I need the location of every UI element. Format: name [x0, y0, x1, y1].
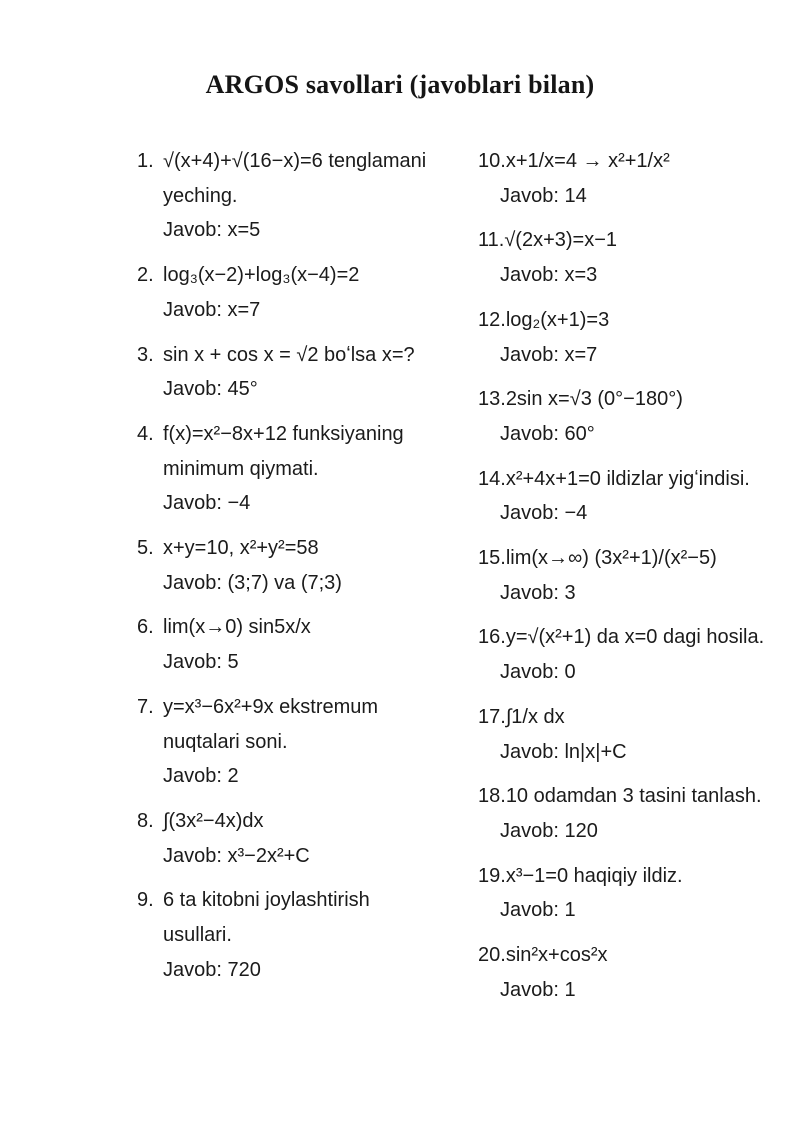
answer-line: Javob: x³−2x²+C — [163, 844, 310, 867]
question-number: 8. — [137, 809, 154, 832]
question-number: 10. — [478, 150, 506, 172]
question-number: 6. — [137, 616, 154, 639]
answer-line: Javob: 0 — [500, 661, 576, 684]
question-text: ∫1/x dx — [505, 705, 565, 728]
questions-columns — [137, 144, 780, 1017]
question-item — [478, 303, 780, 372]
question-text: x+y=10, x²+y²=58 — [163, 537, 319, 560]
question-number: 12. — [478, 308, 506, 331]
question-number: 13. — [478, 388, 506, 411]
answer-line: Javob: 5 — [163, 651, 239, 674]
question-first-line — [478, 620, 780, 655]
question-number: 4. — [137, 422, 154, 445]
question-first-line — [478, 223, 780, 258]
answer-line: Javob: −4 — [163, 492, 251, 515]
question-number: 7. — [137, 695, 154, 718]
question-first-line — [478, 541, 780, 576]
question-item — [478, 462, 780, 531]
question-first-line — [478, 303, 780, 338]
question-first-line — [478, 462, 780, 497]
question-item — [137, 531, 478, 600]
answer-line: Javob: 120 — [500, 819, 598, 842]
question-first-line — [137, 417, 478, 452]
question-first-line — [137, 338, 478, 373]
question-first-line — [478, 938, 780, 973]
question-number: 2. — [137, 264, 154, 287]
answer-line: Javob: 1 — [500, 899, 576, 922]
question-number: 15. — [478, 547, 506, 570]
answer-line: Javob: 14 — [500, 184, 587, 207]
question-first-line — [478, 859, 780, 894]
question-text: x+1/x=4 → x²+1/x² — [505, 150, 670, 172]
answer-line: Javob: ln|x|+C — [500, 740, 627, 763]
question-first-line — [478, 700, 780, 735]
question-text: sin²x+cos²x — [505, 944, 608, 967]
question-number: 1. — [137, 150, 154, 172]
question-number: 17. — [478, 705, 506, 728]
question-text: lim(x→∞) (3x²+1)/(x²−5) — [505, 547, 717, 570]
question-number: 14. — [478, 467, 506, 490]
question-first-line — [478, 144, 780, 179]
question-text: sin x + cos x = √2 boʻlsa x=? — [163, 343, 415, 366]
question-number: 5. — [137, 537, 154, 560]
question-item — [478, 144, 780, 213]
question-item — [137, 417, 478, 521]
question-item — [137, 610, 478, 679]
question-continuation-line: yeching. — [163, 184, 238, 207]
question-text: √(2x+3)=x−1 — [504, 229, 618, 252]
answer-line: Javob: 45° — [163, 378, 258, 401]
questions-column-left — [137, 144, 478, 997]
question-first-line — [478, 382, 780, 417]
question-item — [478, 223, 780, 292]
question-text: 2sin x=√3 (0°−180°) — [505, 388, 683, 411]
answer-line: Javob: x=3 — [500, 264, 598, 287]
question-number: 9. — [137, 889, 154, 912]
question-text: y=x³−6x²+9x ekstremum — [163, 695, 379, 718]
page-title: ARGOS savollari (javoblari bilan) — [205, 70, 595, 99]
question-continuation-line: usullari. — [163, 924, 232, 947]
question-item — [478, 938, 780, 1007]
question-item — [137, 883, 478, 987]
question-text: log₂(x+1)=3 — [505, 308, 610, 331]
question-text: x³−1=0 haqiqiy ildiz. — [505, 864, 683, 887]
question-continuation-line: minimum qiymati. — [163, 457, 319, 480]
answer-line: Javob: x=7 — [500, 343, 598, 366]
question-item — [478, 541, 780, 610]
questions-column-right — [478, 144, 780, 1017]
question-number: 19. — [478, 864, 506, 887]
answer-line: Javob: x=7 — [163, 298, 261, 321]
question-number: 16. — [478, 626, 506, 649]
answer-line: Javob: 720 — [163, 958, 261, 981]
answer-line: Javob: 1 — [500, 978, 576, 1001]
question-item — [137, 338, 478, 407]
question-first-line — [478, 779, 780, 814]
question-continuation-line: nuqtalari soni. — [163, 730, 288, 753]
question-text: lim(x→0) sin5x/x — [163, 616, 311, 639]
question-first-line — [137, 690, 478, 725]
question-item — [137, 258, 478, 327]
answer-line: Javob: (3;7) va (7;3) — [163, 571, 342, 594]
question-first-line — [137, 804, 478, 839]
question-first-line — [137, 883, 478, 918]
question-item — [478, 700, 780, 769]
answer-line: Javob: −4 — [500, 502, 588, 525]
question-first-line — [137, 144, 478, 179]
question-first-line — [137, 258, 478, 293]
question-first-line — [137, 610, 478, 645]
question-item — [478, 779, 780, 848]
question-number: 18. — [478, 785, 506, 808]
question-text: y=√(x²+1) da x=0 dagi hosila. — [505, 626, 765, 649]
question-text: ∫(3x²−4x)dx — [163, 809, 264, 832]
question-item — [137, 144, 478, 248]
question-number: 3. — [137, 343, 154, 366]
question-first-line — [137, 531, 478, 566]
question-item — [478, 620, 780, 689]
question-text: f(x)=x²−8x+12 funksiyaning — [163, 422, 404, 445]
question-item — [137, 804, 478, 873]
answer-line: Javob: 3 — [500, 581, 576, 604]
answer-line: Javob: 60° — [500, 422, 595, 445]
question-text: 6 ta kitobni joylashtirish — [163, 889, 370, 912]
question-number: 11. — [478, 229, 505, 252]
answer-line: Javob: 2 — [163, 765, 239, 788]
question-number: 20. — [478, 944, 506, 967]
question-text: x²+4x+1=0 ildizlar yigʻindisi. — [505, 467, 750, 490]
question-item — [478, 859, 780, 928]
question-text: √(x+4)+√(16−x)=6 tenglamani — [163, 150, 427, 172]
question-text: log₃(x−2)+log₃(x−4)=2 — [163, 264, 360, 287]
question-item — [137, 690, 478, 794]
question-item — [478, 382, 780, 451]
answer-line: Javob: x=5 — [163, 219, 261, 242]
question-text: 10 odamdan 3 tasini tanlash. — [505, 785, 762, 808]
